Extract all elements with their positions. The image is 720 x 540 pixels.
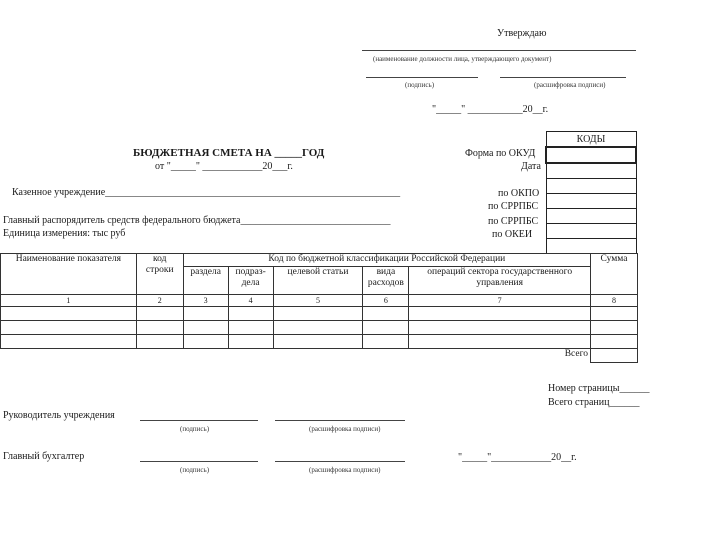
estimate-table [0, 253, 638, 363]
accountant-decode-line[interactable] [275, 461, 405, 462]
code-srrpbs-cell-1[interactable] [546, 209, 636, 224]
label-okei: по ОКЕИ [492, 229, 533, 240]
col-target: целевой статьи [273, 267, 363, 295]
doc-title: БЮДЖЕТНАЯ СМЕТА НА _____ГОД [133, 147, 325, 159]
col-name: Наименование показателя [1, 254, 137, 295]
code-date-cell[interactable] [546, 163, 636, 179]
label-date: Дата [521, 161, 541, 172]
col-num: 1 [1, 295, 137, 307]
approval-name-line[interactable] [362, 50, 636, 51]
col-subsection: подраз-дела [228, 267, 273, 295]
col-operation: операций сектора государственного управления [409, 267, 591, 295]
approval-sign-line[interactable] [366, 77, 478, 78]
head-decode-line[interactable] [275, 420, 405, 421]
col-num: 5 [273, 295, 363, 307]
col-num: 2 [136, 295, 183, 307]
approval-name-hint: (наименование должности лица, утверждающего документ) [373, 55, 552, 63]
field-institution[interactable]: Казенное учреждение___________________________________________________________ [12, 187, 401, 198]
col-num: 6 [363, 295, 409, 307]
head-label: Руководитель учреждения [3, 410, 115, 421]
label-okud: Форма по ОКУД [465, 148, 536, 159]
field-manager[interactable]: Главный распорядитель средств федерального бюджета______________________________ [3, 215, 391, 226]
head-decode-hint: (расшифровка подписи) [309, 425, 381, 433]
page-number[interactable]: Номер страницы______ [548, 383, 650, 394]
col-num: 7 [409, 295, 591, 307]
codes-header: КОДЫ [546, 132, 636, 148]
approval-title: Утверждаю [497, 28, 547, 39]
label-okpo: по ОКПО [498, 188, 540, 199]
accountant-label: Главный бухгалтер [3, 451, 85, 462]
page-total[interactable]: Всего страниц______ [548, 397, 640, 408]
col-num: 8 [590, 295, 637, 307]
col-num: 3 [183, 295, 228, 307]
footer-date: "_____"____________20__г. [458, 452, 577, 463]
col-code: код строки [136, 254, 183, 295]
col-budget-code: Код по бюджетной классификации Российской Федерации [183, 254, 590, 267]
approval-date: "_____" ___________20__г. [432, 104, 549, 115]
code-okpo-cell[interactable] [546, 194, 636, 209]
label-srrpbs-1: по СРРПБС [488, 201, 539, 212]
accountant-sign-hint: (подпись) [180, 466, 210, 474]
code-srrpbs-cell-2[interactable] [546, 224, 636, 239]
field-unit: Единица измерения: тыс руб [3, 228, 126, 239]
code-okud-cell[interactable] [546, 147, 636, 163]
col-num: 4 [228, 295, 273, 307]
col-sum: Сумма [590, 254, 637, 295]
total-sum-cell[interactable] [590, 349, 637, 363]
approval-decode-line[interactable] [500, 77, 626, 78]
codes-box [545, 131, 637, 254]
doc-date: от "_____" ____________20___г. [155, 161, 293, 172]
code-blank-cell [546, 179, 636, 194]
table-row[interactable] [1, 335, 638, 349]
label-srrpbs-2: по СРРПБС [488, 216, 539, 227]
approval-sign-hint: (подпись) [405, 81, 435, 89]
code-okei-cell[interactable] [546, 239, 636, 254]
accountant-sign-line[interactable] [140, 461, 258, 462]
head-sign-hint: (подпись) [180, 425, 210, 433]
col-expense-type: вида расходов [363, 267, 409, 295]
head-sign-line[interactable] [140, 420, 258, 421]
col-section: раздела [183, 267, 228, 295]
approval-decode-hint: (расшифровка подписи) [534, 81, 606, 89]
table-row[interactable] [1, 307, 638, 321]
total-label: Всего [564, 349, 588, 359]
table-row[interactable] [1, 321, 638, 335]
accountant-decode-hint: (расшифровка подписи) [309, 466, 381, 474]
